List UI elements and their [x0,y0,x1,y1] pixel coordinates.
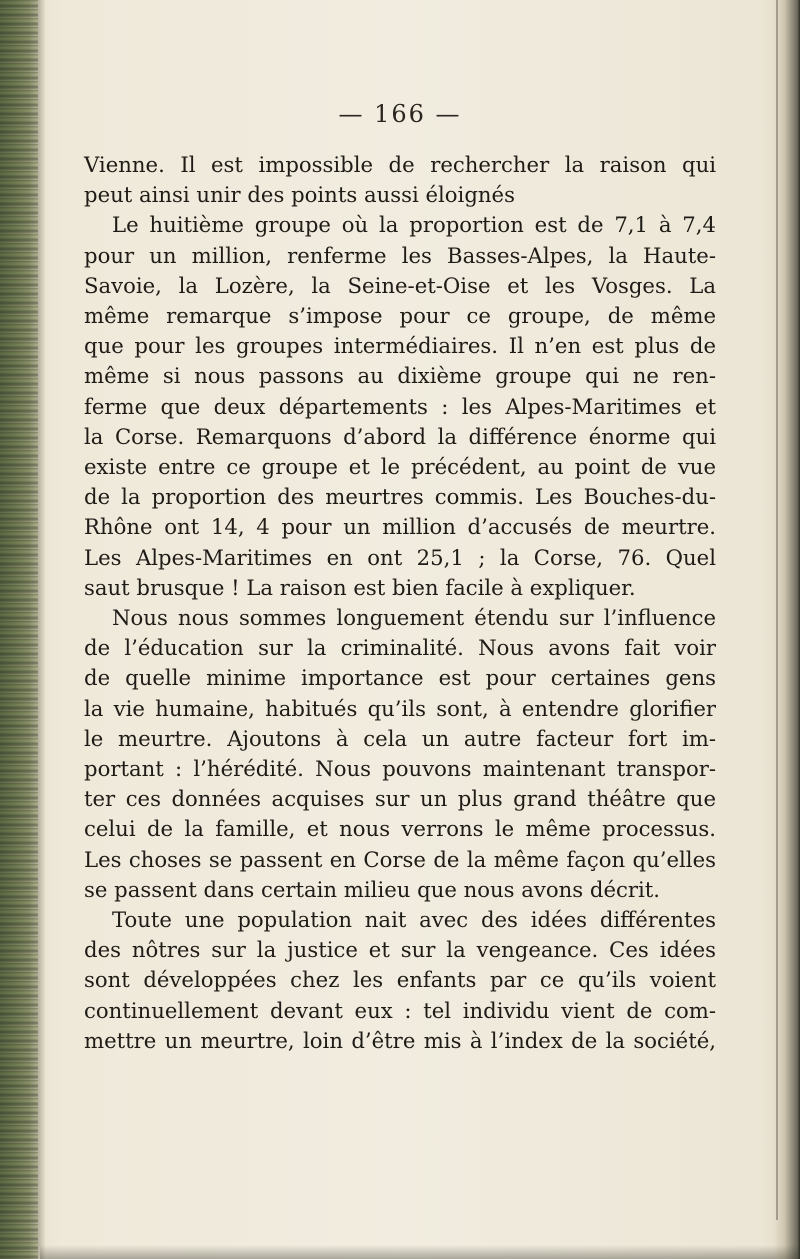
text-line: Le huitième groupe où la proportion est de 7,1 à 7,4 [112,212,716,238]
book-binding [0,0,38,1259]
text-line: la vie humaine, habitués qu’ils sont, à entendre glorifier [84,695,716,721]
body-text [84,150,716,1056]
text-line: pour un million, renferme les Basses-Alpes, la Haute- [84,242,716,268]
text-line: portant : l’hérédité. Nous pouvons maintenant transpor- [84,756,716,782]
text-line: Toute une population nait avec des idées différentes [112,907,716,933]
binding-shadow [38,0,46,1259]
text-line: la Corse. Remarquons d’abord la différence énorme qui [84,423,716,449]
text-line: celui de la famille, et nous verrons le même processus. [84,816,716,842]
text-line: existe entre ce groupe et le précédent, au point de vue [84,454,716,480]
page-edge-line [776,0,778,1220]
text-line: de la proportion des meurtres commis. Les Bouches-du- [84,484,716,510]
text-line: de quelle minime importance est pour certaines gens [84,665,716,691]
text-line: peut ainsi unir des points aussi éloignés [84,182,515,208]
page-number: — 166 — [338,100,462,128]
text-line: Vienne. Il est impossible de rechercher la raison qui [84,152,716,177]
bottom-shadow [40,1245,800,1259]
text-line: continuellement devant eux : tel individu vient de com- [84,997,716,1023]
text-line: se passent dans certain milieu que nous avons décrit. [84,876,661,902]
text-line: de l’éducation sur la criminalité. Nous avons fait voir [84,635,716,661]
text-line: Savoie, la Lozère, la Seine-et-Oise et les Vosges. La [84,272,716,298]
text-line: ferme que deux départements : les Alpes-Maritimes et [84,393,716,419]
text-line: des nôtres sur la justice et sur la vengeance. Ces idées [84,937,716,963]
text-line: Les choses se passent en Corse de la même façon qu’elles [84,846,716,872]
text-line: Nous nous sommes longuement étendu sur l’influence [112,605,716,631]
text-line: que pour les groupes intermédiaires. Il n’en est plus de [84,333,716,359]
text-line: même si nous passons au dixième groupe qui ne ren- [84,363,716,389]
text-line: saut brusque ! La raison est bien facile à expliquer. [84,574,636,600]
text-line: le meurtre. Ajoutons à cela un autre facteur fort im- [84,725,716,751]
text-line: ter ces données acquises sur un plus grand théâtre que [84,786,716,812]
text-line: même remarque s’impose pour ce groupe, de même [84,303,716,329]
text-line: mettre un meurtre, loin d’être mis à l’index de la société, [84,1027,716,1053]
text-line: Rhône ont 14, 4 pour un million d’accusés de meurtre. [84,514,716,540]
text-line: sont développées chez les enfants par ce qu’ils voient [84,967,716,993]
text-line: Les Alpes-Maritimes en ont 25,1 ; la Corse, 76. Quel [84,544,716,570]
